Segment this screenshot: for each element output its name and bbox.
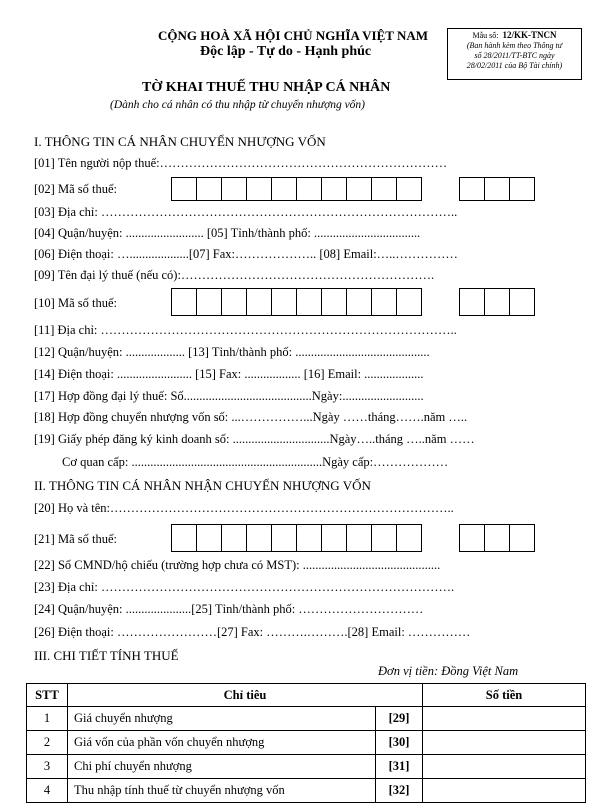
tax-code-suffix-boxes-10[interactable] (460, 288, 535, 316)
col-header-item: Chỉ tiêu (68, 684, 423, 707)
table-row (27, 731, 586, 755)
field-04-05-district-province[interactable]: [04] Quận/huyện: ......................... [05] Tỉnh/thành phố: .................................. (34, 226, 421, 240)
field-09-tax-agent[interactable]: [09] Tên đại lý thuế (nếu có):……………………………………………………. (34, 268, 435, 282)
field-12-13-district-province[interactable]: [12] Quận/huyện: ................... [13] Tỉnh/thành phố: ........................................... (34, 345, 430, 359)
form-note-2: số 28/2011/TT-BTC ngày (474, 51, 555, 60)
form-note-3: 28/02/2011 của Bộ Tài chính) (466, 61, 563, 70)
col-header-stt: STT (27, 684, 68, 707)
row-code: [30] (376, 731, 423, 755)
field-02-label: [02] Mã số thuế: (34, 182, 117, 196)
form-code: 12/KK-TNCN (502, 30, 557, 40)
form-title: TỜ KHAI THUẾ THU NHẬP CÁ NHÂN (142, 80, 391, 95)
row-stt: 3 (27, 755, 68, 779)
tax-calculation-table (26, 683, 586, 803)
row-code: [32] (376, 779, 423, 803)
table-row (27, 779, 586, 803)
tax-code-boxes-10[interactable] (172, 288, 422, 316)
row-item: Giá vốn của phần vốn chuyển nhượng (68, 731, 376, 755)
row-item: Thu nhập tính thuế từ chuyển nhượng vốn (68, 779, 376, 803)
currency-note: Đơn vị tiền: Đồng Việt Nam (378, 664, 519, 678)
form-note-1: (Ban hành kèm theo Thông tư (466, 41, 563, 50)
field-23-address[interactable]: [23] Địa chỉ: …………………………………………………………………………. (34, 580, 455, 594)
row-stt: 2 (27, 731, 68, 755)
field-11-address[interactable]: [11] Địa chỉ: ………………………………………………………………………….. (34, 323, 457, 337)
form-label: Mẫu số: (472, 31, 499, 40)
nation-heading: CỘNG HOÀ XÃ HỘI CHỦ NGHĨA VIỆT NAM (158, 28, 429, 43)
table-row (27, 755, 586, 779)
tax-code-boxes-21[interactable] (172, 524, 422, 552)
section-1-heading: I. THÔNG TIN CÁ NHÂN CHUYỂN NHƯỢNG VỐN (34, 134, 326, 149)
field-10-label: [10] Mã số thuế: (34, 296, 117, 310)
form-number-box (447, 28, 582, 80)
row-amount-cell[interactable] (423, 755, 586, 779)
row-amount-cell[interactable] (423, 731, 586, 755)
field-06-08-contact[interactable]: [06] Điện thoại: …...................[07] Fax:……………….. [08] Email:…..…………… (34, 247, 458, 261)
tax-code-suffix-boxes-21[interactable] (460, 524, 535, 552)
table-row (27, 707, 586, 731)
field-21-label: [21] Mã số thuế: (34, 532, 117, 546)
row-amount-cell[interactable] (423, 707, 586, 731)
row-stt: 1 (27, 707, 68, 731)
row-item: Chi phí chuyển nhượng (68, 755, 376, 779)
field-20-full-name[interactable]: [20] Họ và tên:……………………………………………………………………….. (34, 501, 454, 515)
field-17-agent-contract[interactable]: [17] Hợp đồng đại lý thuế: Số.........................................Ngày:.......................... (34, 389, 424, 403)
col-header-amount: Số tiền (423, 684, 586, 707)
field-19-business-license[interactable]: [19] Giấy phép đăng ký kinh doanh số: ...............................Ngày…..tháng …..năm …… (34, 432, 475, 446)
section-3-heading: III. CHI TIẾT TÍNH THUẾ (34, 648, 179, 663)
section-2-heading: II. THÔNG TIN CÁ NHÂN NHẬN CHUYỂN NHƯỢNG VỐN (34, 478, 371, 493)
row-item: Giá chuyển nhượng (68, 707, 376, 731)
field-22-id-passport[interactable]: [22] Số CMND/hộ chiếu (trường hợp chưa có MST): ............................................ (34, 558, 441, 572)
field-24-25-district-province[interactable]: [24] Quận/huyện: .....................[25] Tỉnh/thành phố: ………………………… (34, 602, 424, 616)
form-subtitle: (Dành cho cá nhân có thu nhập từ chuyển nhượng vốn) (110, 99, 366, 111)
row-code: [29] (376, 707, 423, 731)
row-stt: 4 (27, 779, 68, 803)
row-code: [31] (376, 755, 423, 779)
motto: Độc lập - Tự do - Hạnh phúc (200, 44, 372, 59)
field-26-28-contact[interactable]: [26] Điện thoại: ……………………[27] Fax: ……….……….[28] Email: …………… (34, 625, 471, 639)
tax-code-suffix-boxes-02[interactable] (460, 177, 535, 201)
field-03-address[interactable]: [03] Địa chỉ: ………………………………………………………………………….. (34, 205, 458, 219)
row-amount-cell[interactable] (423, 779, 586, 803)
tax-code-boxes-02[interactable] (172, 177, 422, 201)
field-01-taxpayer-name[interactable]: [01] Tên người nộp thuế:…………………………………………………………… (34, 156, 448, 170)
field-19-issuing-authority[interactable]: Cơ quan cấp: .............................................................Ngày cấp:……………… (62, 455, 449, 469)
table-header-row (27, 684, 586, 707)
field-14-16-contact[interactable]: [14] Điện thoại: ........................ [15] Fax: .................. [16] Email: ................... (34, 367, 424, 381)
field-18-transfer-contract[interactable]: [18] Hợp đồng chuyển nhượng vốn số: ...……………...Ngày ……tháng…….năm ….. (34, 410, 468, 424)
